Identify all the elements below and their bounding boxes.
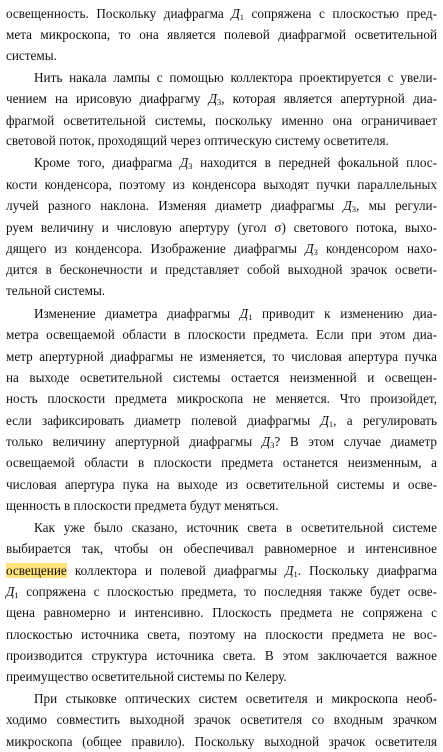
diaphragm-symbol: Д xyxy=(208,91,217,106)
text-line xyxy=(6,411,437,431)
text-run: только величину апертурной диафрагмы xyxy=(6,434,262,449)
text-run: фрагмой осветительной системы, поскольку именно она ограничивает xyxy=(6,113,437,128)
subscript-index: 1 xyxy=(248,312,253,322)
text-line xyxy=(6,89,437,109)
text-line xyxy=(34,518,437,538)
text-line xyxy=(6,46,437,66)
text-run: на выходе осветительной системы остается неизменной и освещен- xyxy=(6,370,437,385)
text-run: плоскостью источника света, поэтому на плоскости предмета не вос- xyxy=(6,627,437,642)
text-run: сопряжена с плоскостью предмета, то последняя также будет осве- xyxy=(18,584,437,599)
text-run: системы. xyxy=(6,48,57,63)
text-run: . Поскольку диафрагма xyxy=(297,563,437,578)
text-line xyxy=(6,432,437,452)
diaphragm-symbol: Д xyxy=(179,155,189,170)
text-line xyxy=(6,496,437,516)
subscript-index: 3 xyxy=(351,204,357,214)
diaphragm-symbol: Д xyxy=(231,6,240,21)
text-run: сопряжена с плоскостью пред- xyxy=(243,6,437,21)
subscript-index: 3 xyxy=(313,247,318,257)
text-line xyxy=(6,218,437,238)
text-line xyxy=(6,4,437,24)
text-run: ходимо совместить выходной зрачок осветителя со входным зрачком xyxy=(6,712,437,727)
text-run: преимущество осветительной системы по Келеру. xyxy=(6,669,287,684)
text-run: дящего из конденсора. Изображение диафрагмы xyxy=(6,241,306,256)
text-run: Как уже было сказано, источник света в осветительной системе xyxy=(34,520,437,535)
diaphragm-symbol: Д xyxy=(320,413,329,428)
text-run: тельной системы. xyxy=(6,283,106,298)
text-run: Нить накала лампы с помощью коллектора проектируется с увели- xyxy=(34,70,437,85)
text-run: При стыковке оптических систем осветителя и микроскопа необ- xyxy=(34,691,437,706)
text-line xyxy=(6,368,437,388)
text-line xyxy=(6,561,437,581)
text-run: если зафиксировать диаметр полевой диафрагмы xyxy=(6,413,321,428)
text-run: щена равномерно и интенсивно. Плоскость предмета не сопряжена с xyxy=(6,605,437,620)
text-run: щенность в плоскости предмета будут меняться. xyxy=(6,498,279,513)
text-run: руем величину и числовую апертуру (угол σ) светового потока, выхо- xyxy=(6,220,437,235)
text-run: дится в бесконечности и представляет собой выходной зрачок освети- xyxy=(6,262,437,277)
text-run: выбирается так, чтобы он обеспечивал равномерное и интенсивное xyxy=(6,541,437,556)
subscript-index: 3 xyxy=(216,97,222,107)
text-run: ? В этом случае диаметр xyxy=(274,434,437,449)
text-run: , которая является апертурной диа- xyxy=(221,91,437,106)
text-line xyxy=(6,131,437,151)
text-line xyxy=(6,281,437,301)
text-run: освещенность. Поскольку диафрагма xyxy=(6,6,232,21)
text-run: , а регулировать xyxy=(333,413,437,428)
text-run: Кроме того, диафрагма xyxy=(34,155,180,170)
text-run: метр апертурной диафрагмы не изменяется, то числовая апертура пучка xyxy=(6,349,437,364)
text-run: освещаемой области в плоскости предмета останется неизменным, а xyxy=(6,455,437,470)
text-run: чением на ирисовую диафрагму xyxy=(6,91,209,106)
diaphragm-symbol: Д xyxy=(261,434,271,449)
text-line xyxy=(6,710,437,730)
highlighted-word: освещение xyxy=(6,563,67,578)
text-run: конденсором нахо- xyxy=(317,241,437,256)
text-run: ность плоскости предмета микроскопа не меняется. Что произойдет, xyxy=(6,391,437,406)
subscript-index: 1 xyxy=(328,419,334,429)
text-line xyxy=(6,239,437,259)
diaphragm-symbol: Д xyxy=(305,241,314,256)
text-run: лучей разного наклона. Изменяя диаметр диафрагмы xyxy=(6,198,344,213)
text-line xyxy=(6,732,437,752)
text-line xyxy=(6,475,437,495)
text-line xyxy=(34,68,437,88)
subscript-index: 1 xyxy=(293,569,298,579)
text-run: , мы регули- xyxy=(356,198,437,213)
subscript-index: 3 xyxy=(188,161,193,171)
text-line xyxy=(6,325,437,345)
text-line xyxy=(6,389,437,409)
text-run: микроскопа (общее правило). Поскольку выходной зрачок осветителя xyxy=(6,734,437,749)
text-run: числовая апертура пука на выходе из осветительной системы и осве- xyxy=(6,477,437,492)
text-line xyxy=(6,539,437,559)
text-run: приводит к изменению диа- xyxy=(252,306,437,321)
subscript-index: 1 xyxy=(14,590,19,600)
text-line xyxy=(6,175,437,195)
text-line xyxy=(34,304,437,324)
text-line xyxy=(6,603,437,623)
text-run: коллектора и полевой диафрагмы xyxy=(66,563,286,578)
text-line xyxy=(6,646,437,666)
text-line xyxy=(6,25,437,45)
diaphragm-symbol: Д xyxy=(343,198,352,213)
text-line xyxy=(34,689,437,709)
diaphragm-symbol: Д xyxy=(239,306,249,321)
text-line xyxy=(6,347,437,367)
text-run: мета микроскопа, то она является полевой диафрагмой осветительной xyxy=(6,27,437,42)
text-line xyxy=(6,111,437,131)
text-run: метра освещаемой области в плоскости предмета. Если при этом диа- xyxy=(6,327,437,342)
text-line xyxy=(34,153,437,173)
text-line xyxy=(6,196,437,216)
text-line xyxy=(6,667,437,687)
text-run: Изменение диаметра диафрагмы xyxy=(34,306,240,321)
text-line xyxy=(6,625,437,645)
diaphragm-symbol: Д xyxy=(6,584,15,599)
diaphragm-symbol: Д xyxy=(285,563,294,578)
subscript-index: 3 xyxy=(270,440,275,450)
text-line xyxy=(6,260,437,280)
text-run: кости конденсора, поэтому из конденсора выходят пучки параллельных xyxy=(6,177,437,192)
text-run: производится структура источника света. В этом заключается важное xyxy=(6,648,437,663)
subscript-index: 1 xyxy=(239,12,244,22)
text-run: находится в передней фокальной плос- xyxy=(192,155,437,170)
text-line xyxy=(6,582,437,602)
text-run: световой поток, проходящий через оптическую систему осветителя. xyxy=(6,133,389,148)
text-line xyxy=(6,453,437,473)
